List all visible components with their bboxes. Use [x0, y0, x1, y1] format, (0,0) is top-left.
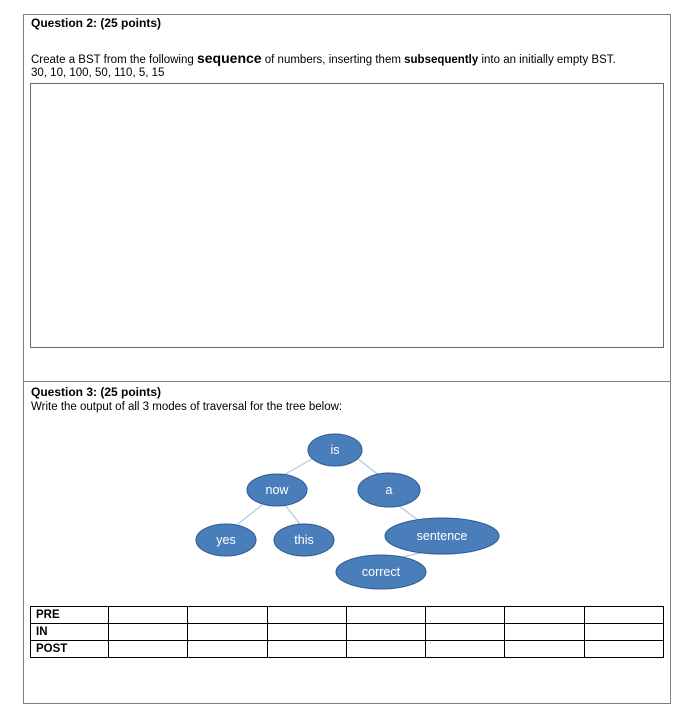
question-2-title: Question 2: (25 points): [31, 16, 162, 30]
answer-cell[interactable]: [109, 624, 188, 641]
answer-cell[interactable]: [584, 607, 663, 624]
node-label-a: a: [385, 483, 393, 497]
edge-is-now: [282, 459, 312, 476]
row-label-in: IN: [31, 624, 109, 641]
table-row: [31, 641, 664, 658]
answer-cell[interactable]: [267, 607, 346, 624]
row-label-pre: PRE: [31, 607, 109, 624]
answer-cell[interactable]: [426, 624, 505, 641]
node-label-sentence: sentence: [416, 529, 468, 543]
answer-cell[interactable]: [109, 607, 188, 624]
row-label-post: POST: [31, 641, 109, 658]
number-sequence: 30, 10, 100, 50, 110, 5, 15: [31, 67, 165, 79]
node-label-now: now: [265, 483, 289, 497]
answer-cell[interactable]: [346, 607, 425, 624]
table-row: [31, 624, 664, 641]
answer-cell[interactable]: [267, 641, 346, 658]
answer-cell[interactable]: [109, 641, 188, 658]
node-label-correct: correct: [361, 565, 401, 579]
traversal-table: [30, 606, 664, 658]
answer-cell[interactable]: [505, 641, 584, 658]
edge-now-yes: [238, 505, 262, 524]
edge-is-a: [358, 459, 380, 476]
emphasis-subsequently: subsequently: [404, 54, 479, 66]
edge-now-this: [285, 505, 300, 524]
node-label-yes: yes: [216, 533, 236, 547]
emphasis-sequence: sequence: [196, 50, 262, 66]
question-2-prompt: Create a BST from the following sequence of numbers, inserting them subsequently into an initially empty BST.: [31, 50, 616, 66]
answer-cell[interactable]: [346, 624, 425, 641]
answer-cell[interactable]: [267, 624, 346, 641]
node-label-this: this: [294, 533, 314, 547]
answer-cell[interactable]: [584, 641, 663, 658]
answer-cell[interactable]: [584, 624, 663, 641]
answer-cell[interactable]: [426, 607, 505, 624]
answer-cell[interactable]: [188, 624, 267, 641]
answer-cell[interactable]: [426, 641, 505, 658]
table-row: [31, 607, 664, 624]
answer-cell[interactable]: [346, 641, 425, 658]
answer-cell[interactable]: [188, 641, 267, 658]
edge-a-sentence: [399, 506, 418, 520]
answer-cell[interactable]: [505, 607, 584, 624]
question-3-title: Question 3: (25 points): [31, 385, 162, 399]
answer-cell[interactable]: [505, 624, 584, 641]
question-3-instruction: Write the output of all 3 modes of traversal for the tree below:: [31, 401, 343, 413]
answer-cell[interactable]: [188, 607, 267, 624]
node-label-is: is: [330, 443, 340, 457]
